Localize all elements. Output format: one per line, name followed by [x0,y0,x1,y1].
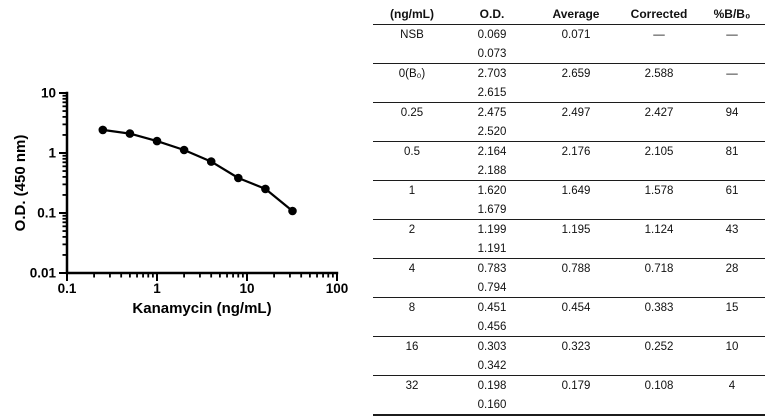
pct-bb0-cell-replicate2 [699,356,765,376]
od-cell-replicate2: 2.188 [477,164,507,177]
column-header-2: Average [552,6,600,21]
od-cell-replicate2: 0.456 [477,320,507,333]
table-row [373,142,765,162]
data-point [234,174,243,183]
od-cell: 0.303 [477,340,507,353]
average-cell: 2.659 [561,67,591,80]
table-header [373,3,765,25]
od-cell-replicate2: 0.073 [477,47,507,60]
od-cell-replicate2: 2.615 [477,86,507,99]
average-cell-replicate2 [533,161,619,181]
pct-bb0-cell: 10 [725,340,739,353]
pct-bb0-cell: 81 [725,145,739,158]
table-row [373,278,765,298]
conc-cell: 2 [408,223,416,236]
axis-tick-labels [30,86,349,297]
average-cell: 0.179 [561,379,591,392]
od-cell: 1.199 [477,223,507,236]
pct-bb0-cell-replicate2 [699,122,765,142]
column-header-4: %B/B₀ [713,6,751,21]
pct-bb0-cell: — [726,67,738,80]
od-cell-replicate2: 0.160 [477,398,507,411]
corrected-cell: 0.108 [644,379,674,392]
od-cell: 2.164 [477,145,507,158]
corrected-cell: — [653,28,665,41]
results-table-panel [373,3,765,416]
average-cell: 2.176 [561,145,591,158]
table-row-group [373,181,765,220]
od-cell-replicate2: 2.520 [477,125,507,138]
data-points [99,126,297,216]
y-tick-label: 0.1 [37,205,56,221]
table-row [373,200,765,220]
table-row-group [373,376,765,416]
conc-cell-replicate2 [373,161,451,181]
table-row [373,317,765,337]
average-cell-replicate2 [533,356,619,376]
table-row [373,298,765,318]
data-point [99,126,108,135]
x-tick-label: 100 [325,281,349,296]
corrected-cell-replicate2 [619,239,699,259]
y-tick-label: 10 [40,85,56,101]
corrected-cell: 0.383 [644,301,674,314]
table-row-group [373,142,765,181]
table-row [373,161,765,181]
corrected-cell-replicate2 [619,356,699,376]
data-point [207,157,216,166]
corrected-cell-replicate2 [619,83,699,103]
conc-cell-replicate2 [373,44,451,64]
od-cell: 2.703 [477,67,507,80]
average-cell: 0.323 [561,340,591,353]
corrected-cell-replicate2 [619,200,699,220]
pct-bb0-cell-replicate2 [699,161,765,181]
conc-cell-replicate2 [373,278,451,298]
table-row [373,83,765,103]
conc-cell: NSB [400,28,424,41]
pct-bb0-cell-replicate2 [699,44,765,64]
average-cell: 0.454 [561,301,591,314]
table-row [373,337,765,357]
corrected-cell-replicate2 [619,278,699,298]
data-point [261,185,270,194]
standard-curve-chart [0,0,368,409]
fit-curve [103,130,293,211]
conc-cell: 0.25 [400,106,424,119]
od-cell-replicate2: 1.191 [477,242,507,255]
data-point [153,137,162,146]
y-tick-label: 0.01 [29,265,56,281]
od-cell: 2.475 [477,106,507,119]
od-cell: 0.783 [477,262,507,275]
table-row-group [373,298,765,337]
axis-ticks [59,93,337,281]
average-cell-replicate2 [533,200,619,220]
table-row [373,395,765,415]
average-cell-replicate2 [533,278,619,298]
average-cell-replicate2 [533,317,619,337]
column-header-3: Corrected [630,6,688,21]
axis-lines [67,92,338,273]
x-tick-label: 10 [239,281,255,296]
table-row-group [373,337,765,376]
pct-bb0-cell: 28 [725,262,739,275]
data-point [288,207,297,216]
conc-cell: 0(B₀) [398,67,426,80]
corrected-cell: 2.588 [644,67,674,80]
pct-bb0-cell-replicate2 [699,200,765,220]
pct-bb0-cell: — [726,28,738,41]
table-row [373,44,765,64]
column-header-0: (ng/mL) [390,6,434,21]
pct-bb0-cell-replicate2 [699,317,765,337]
pct-bb0-cell: 61 [725,184,739,197]
table-row [373,122,765,142]
table-row [373,181,765,201]
table-row [373,64,765,84]
corrected-cell-replicate2 [619,395,699,415]
pct-bb0-cell-replicate2 [699,395,765,415]
average-cell: 1.649 [561,184,591,197]
pct-bb0-cell-replicate2 [699,83,765,103]
pct-bb0-cell: 94 [725,106,739,119]
table-row-group [373,103,765,142]
conc-cell-replicate2 [373,317,451,337]
table-row [373,220,765,240]
standard-curve-chart-panel [0,0,368,409]
pct-bb0-cell-replicate2 [699,239,765,259]
corrected-cell-replicate2 [619,161,699,181]
x-tick-label: 1 [153,281,161,296]
corrected-cell: 2.105 [644,145,674,158]
conc-cell: 32 [405,379,419,392]
od-cell: 0.451 [477,301,507,314]
pct-bb0-cell: 43 [725,223,739,236]
pct-bb0-cell-replicate2 [699,278,765,298]
od-cell-replicate2: 0.342 [477,359,507,372]
average-cell: 1.195 [561,223,591,236]
average-cell-replicate2 [533,122,619,142]
average-cell-replicate2 [533,239,619,259]
od-cell-replicate2: 0.794 [477,281,507,294]
table-row-group [373,25,765,64]
conc-cell-replicate2 [373,122,451,142]
od-cell: 1.620 [477,184,507,197]
x-axis-title: Kanamycin (ng/mL) [132,300,272,317]
average-cell-replicate2 [533,395,619,415]
corrected-cell-replicate2 [619,317,699,337]
column-header-1: O.D. [479,6,505,21]
conc-cell: 1 [408,184,416,197]
corrected-cell: 1.578 [644,184,674,197]
average-cell-replicate2 [533,44,619,64]
average-cell: 2.497 [561,106,591,119]
y-tick-label: 1 [48,145,56,161]
od-cell: 0.198 [477,379,507,392]
od-cell: 0.069 [477,28,507,41]
conc-cell: 8 [408,301,416,314]
conc-cell: 0.5 [404,145,420,158]
corrected-cell: 2.427 [644,106,674,119]
corrected-cell: 0.252 [644,340,674,353]
corrected-cell: 1.124 [644,223,674,236]
average-cell: 0.071 [561,28,591,41]
table-row-group [373,259,765,298]
table-row [373,103,765,123]
corrected-cell: 0.718 [644,262,674,275]
y-axis-title: O.D. (450 nm) [12,134,29,232]
conc-cell-replicate2 [373,200,451,220]
corrected-cell-replicate2 [619,44,699,64]
pct-bb0-cell: 15 [725,301,739,314]
x-tick-label: 0.1 [57,281,77,296]
conc-cell-replicate2 [373,356,451,376]
conc-cell: 4 [408,262,416,275]
conc-cell-replicate2 [373,395,451,415]
average-cell: 0.788 [561,262,591,275]
average-cell-replicate2 [533,83,619,103]
table-row [373,25,765,45]
conc-cell: 16 [405,340,419,353]
table-row [373,259,765,279]
corrected-cell-replicate2 [619,122,699,142]
pct-bb0-cell: 4 [728,379,736,392]
table-row [373,239,765,259]
table-row [373,376,765,396]
conc-cell-replicate2 [373,83,451,103]
data-point [126,129,135,138]
results-table [373,3,765,416]
table-row-group [373,64,765,103]
table-row [373,356,765,376]
od-cell-replicate2: 1.679 [477,203,507,216]
table-row-group [373,220,765,259]
conc-cell-replicate2 [373,239,451,259]
data-point [180,146,189,155]
